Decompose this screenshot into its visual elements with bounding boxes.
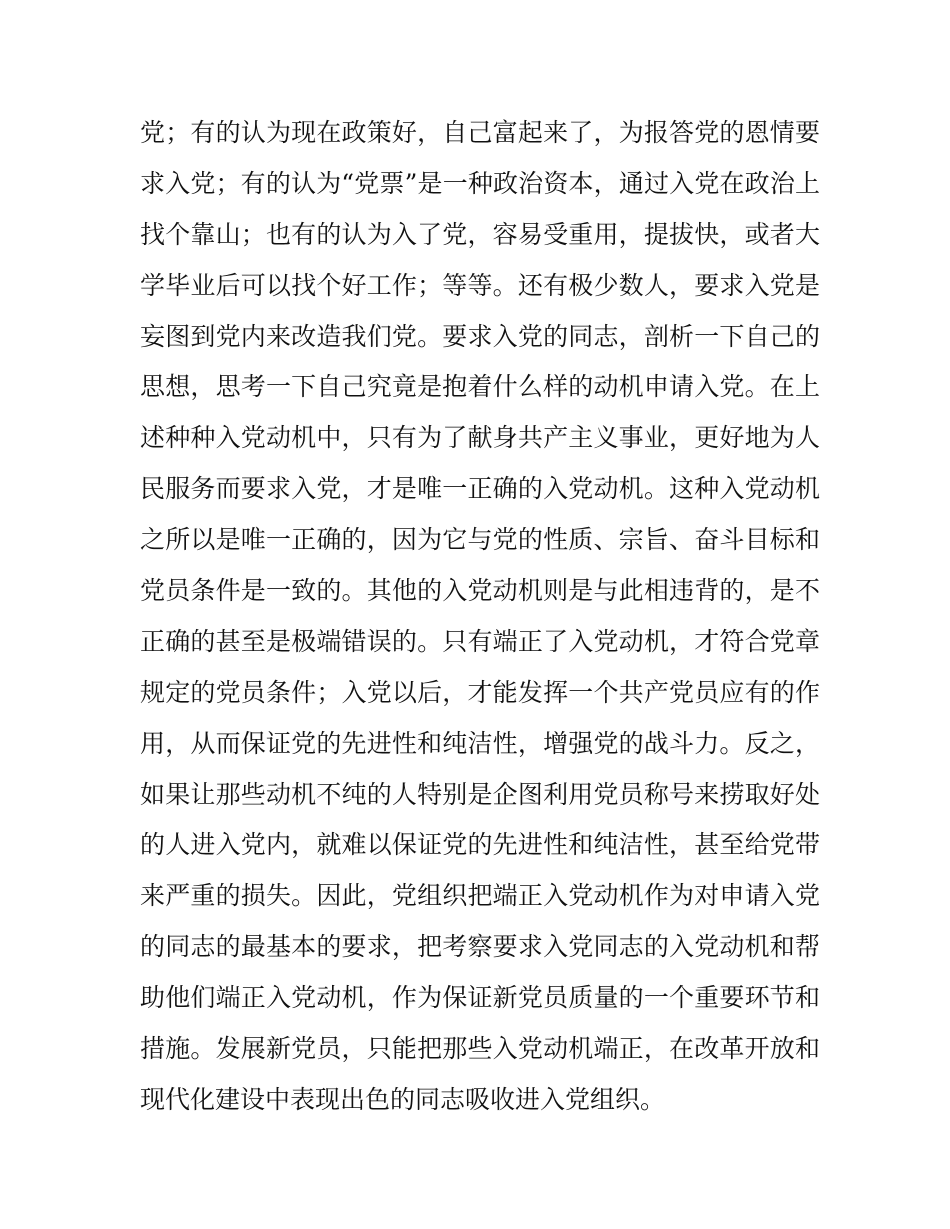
- text-line: 述种种入党动机中，只有为了献身共产主义事业，更好地为人: [140, 423, 820, 453]
- text-line: 措施。发展新党员，只能把那些入党动机端正，在改革开放和: [140, 1034, 820, 1064]
- text-line: 党员条件是一致的。其他的入党动机则是与此相违背的，是不: [140, 576, 820, 606]
- text-line: 党；有的认为现在政策好，自己富起来了，为报答党的恩情要: [140, 118, 820, 147]
- body-paragraph: [140, 108, 820, 1126]
- text-line: 助他们端正入党动机，作为保证新党员质量的一个重要环节和: [140, 983, 820, 1013]
- text-line: 的同志的最基本的要求，把考察要求入党同志的入党动机和帮: [140, 932, 820, 962]
- text-line: 民服务而要求入党，才是唯一正确的入党动机。这种入党动机: [140, 474, 820, 504]
- text-line: 找个靠山；也有的认为入了党，容易受重用，提拔快，或者大: [140, 219, 820, 249]
- text-line: 学毕业后可以找个好工作；等等。还有极少数人，要求入党是: [140, 270, 820, 300]
- text-line: 正确的甚至是极端错误的。只有端正了入党动机，才符合党章: [140, 626, 820, 656]
- text-line: 思想，思考一下自己究竟是抱着什么样的动机申请入党。在上: [140, 372, 820, 402]
- text-line: 之所以是唯一正确的，因为它与党的性质、宗旨、奋斗目标和: [140, 525, 820, 555]
- text-line-last: 现代化建设中表现出色的同志吸收进入党组织。: [140, 1084, 666, 1114]
- text-line: 规定的党员条件；入党以后，才能发挥一个共产党员应有的作: [140, 677, 820, 707]
- text-line: 如果让那些动机不纯的人特别是企图利用党员称号来捞取好处: [140, 779, 820, 809]
- text-line: 的人进入党内，就难以保证党的先进性和纯洁性，甚至给党带: [140, 830, 820, 860]
- text-line: 妄图到党内来改造我们党。要求入党的同志，剖析一下自己的: [140, 321, 820, 351]
- text-line: 求入党；有的认为“党票”是一种政治资本，通过入党在政治上: [140, 168, 820, 198]
- text-line: 来严重的损失。因此，党组织把端正入党动机作为对申请入党: [140, 881, 820, 911]
- text-line: 用，从而保证党的先进性和纯洁性，增强党的战斗力。反之，: [140, 728, 820, 758]
